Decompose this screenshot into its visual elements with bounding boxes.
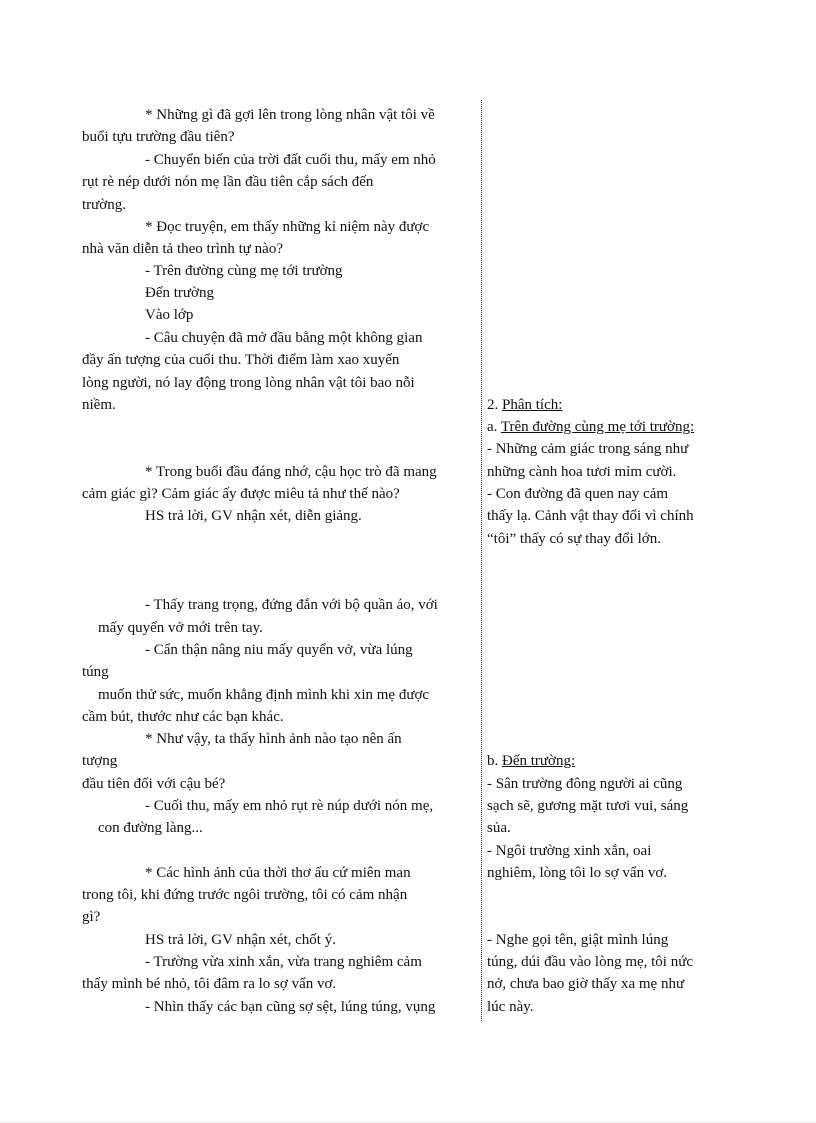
answer-line: - Cuối thu, mấy em nhỏ rụt rè núp dưới nón mẹ, — [145, 798, 434, 814]
question-line: * Trong buổi đầu đáng nhớ, cậu học trò đã mang — [145, 464, 437, 480]
question-line: đầu tiên đối với cậu bé? — [82, 776, 226, 792]
subsection-heading-b: b. Đến trường: — [487, 753, 576, 769]
note-line: - Những cảm giác trong sáng như — [487, 441, 689, 457]
answer-line: - Cẩn thận nâng niu mấy quyển vở, vừa lúng — [145, 642, 413, 658]
answer-line: muốn thử sức, muốn khẳng định mình khi xin mẹ được — [98, 687, 430, 703]
question-line: gì? — [82, 909, 101, 925]
question-line: * Các hình ảnh của thời thơ ấu cứ miên man — [145, 865, 411, 881]
question-line: tượng — [82, 753, 118, 769]
note-line: nở, chưa bao giờ thấy xa mẹ như — [487, 976, 685, 992]
note-line: nghiêm, lòng tôi lo sợ vẩn vơ. — [487, 865, 668, 881]
answer-line: đầy ấn tượng của cuối thu. Thời điểm làm xao xuyến — [82, 352, 400, 368]
answer-line: - Trường vừa xinh xắn, vừa trang nghiêm cảm — [145, 954, 422, 970]
note-line: HS trả lời, GV nhận xét, chốt ý. — [145, 932, 336, 948]
note-line: những cành hoa tươi mỉm cười. — [487, 464, 677, 480]
note-line: “tôi” thấy có sự thay đổi lớn. — [487, 531, 661, 547]
note-line: - Nghe gọi tên, giật mình lúng — [487, 932, 669, 948]
answer-line: - Câu chuyện đã mở đầu bằng một không gian — [145, 330, 423, 346]
answer-line: - Chuyển biến của trời đất cuối thu, mấy em nhỏ — [145, 152, 436, 168]
answer-line: - Trên đường cùng mẹ tới trường — [145, 263, 343, 279]
column-divider — [481, 100, 482, 1021]
answer-line: - Nhìn thấy các bạn cũng sợ sệt, lúng túng, vụng — [145, 999, 436, 1015]
subsection-heading-a: a. Trên đường cùng mẹ tới trường: — [487, 419, 695, 435]
note-line: - Con đường đã quen nay cảm — [487, 486, 669, 502]
section-heading: 2. Phân tích: — [487, 397, 563, 413]
answer-line: túng — [82, 664, 109, 680]
note-line: túng, dúi đầu vào lòng mẹ, tôi nức — [487, 954, 694, 970]
question-line: * Những gì đã gợi lên trong lòng nhân vật tôi về — [145, 107, 435, 123]
note-line: - Ngôi trường xinh xắn, oai — [487, 843, 652, 859]
answer-line: rụt rè nép dưới nón mẹ lần đầu tiên cắp sách đến — [82, 174, 374, 190]
note-line: - Sân trường đông người ai cũng — [487, 776, 683, 792]
question-line: buổi tựu trường đầu tiên? — [82, 129, 235, 145]
answer-line: trường. — [82, 197, 126, 213]
answer-line: Vào lớp — [145, 307, 194, 323]
question-line: nhà văn diễn tả theo trình tự nào? — [82, 241, 283, 257]
answer-line: Đến trường — [145, 285, 214, 301]
answer-line: cầm bút, thước như các bạn khác. — [82, 709, 284, 725]
answer-line: mấy quyển vở mới trên tay. — [98, 620, 263, 636]
answer-line: - Thấy trang trọng, đứng đắn với bộ quần áo, với — [145, 597, 438, 613]
question-line: * Đọc truyện, em thấy những kỉ niệm này được — [145, 219, 430, 235]
question-line: cảm giác gì? Cảm giác ấy được miêu tả như thế nào? — [82, 486, 400, 502]
answer-line: lòng người, nó lay động trong lòng nhân vật tôi bao nỗi — [82, 375, 415, 391]
note-line: lúc này. — [487, 999, 534, 1015]
note-line: sạch sẽ, gương mặt tươi vui, sáng — [487, 798, 689, 814]
question-line: trong tôi, khi đứng trước ngôi trường, tôi có cảm nhận — [82, 887, 408, 903]
answer-line: thấy mình bé nhỏ, tôi đâm ra lo sợ vẩn vơ. — [82, 976, 337, 992]
answer-line: con đường làng... — [98, 820, 203, 836]
note-line: thấy lạ. Cảnh vật thay đổi vì chính — [487, 508, 694, 524]
question-line: * Như vậy, ta thấy hình ảnh nào tạo nên ấn — [145, 731, 402, 747]
note-line: HS trả lời, GV nhận xét, diễn giảng. — [145, 508, 362, 524]
note-line: sủa. — [487, 820, 511, 836]
answer-line: niềm. — [82, 397, 116, 413]
